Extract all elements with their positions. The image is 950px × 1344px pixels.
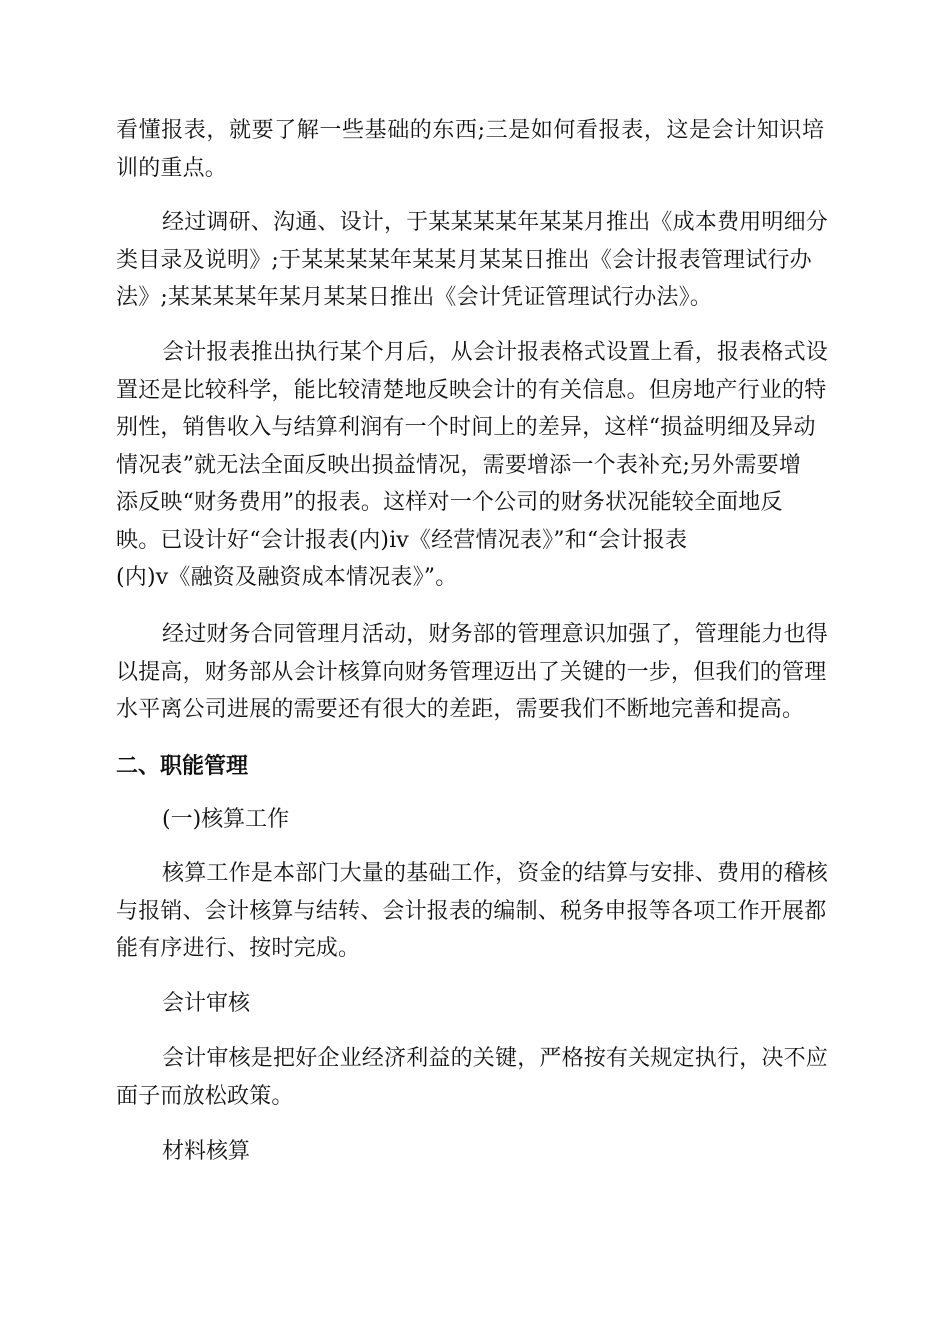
paragraph-accounting-audit <box>116 1040 832 1115</box>
subheading-accounting-work: (一)核算工作 <box>162 807 290 832</box>
text-line: 能有序进行、按时完成。 <box>116 936 361 961</box>
section-heading-functional-management: 二、职能管理 <box>116 754 249 779</box>
text-line: 训的重点。 <box>116 155 228 181</box>
text-line: 面子而放松政策。 <box>116 1083 294 1109</box>
text-line: 映。已设计好“会计报表(内)ⅳ《经营情况表》”和“会计报表 <box>116 527 688 553</box>
text-line: 会计审核是把好企业经济利益的关键，严格按有关规定执行，决不应 <box>162 1046 829 1071</box>
text-line: 看懂报表，就要了解一些基础的东西;三是如何看报表，这是会计知识培 <box>116 118 825 143</box>
text-line: 与报销、会计核算与结转、会计报表的编制、税务申报等各项工作开展都 <box>116 898 827 924</box>
text-line: 经过调研、沟通、设计，于某某某某年某某月推出《成本费用明细分 <box>162 210 829 235</box>
text-line: 以提高，财务部从会计核算向财务管理迈出了关键的一步，但我们的管理 <box>116 659 827 685</box>
paragraph-report-basics <box>116 112 832 187</box>
text-line: 水平离公司进展的需要还有很大的差距，需要我们不断地完善和提高。 <box>116 697 805 722</box>
text-line: 别性，销售收入与结算利润有一个时间上的差异，这样“损益明细及异动 <box>116 415 816 440</box>
text-line: 添反映“财务费用”的报表。这样对一个公司的财务状况能较全面地反 <box>116 490 783 515</box>
text-line: 置还是比较科学，能比较清楚地反映会计的有关信息。但房地产行业的特 <box>116 377 827 403</box>
paragraph-contract-management <box>116 616 832 729</box>
paragraph-report-format <box>116 334 832 597</box>
text-line: 类目录及说明》;于某某某某年某某月某某日推出《会计报表管理试行办 <box>116 247 812 273</box>
subheading-material-accounting: 材料核算 <box>162 1139 251 1164</box>
paragraph-research-design <box>116 204 832 317</box>
text-line: 法》;某某某某年某月某某日推出《会计凭证管理试行办法》。 <box>116 285 713 310</box>
text-line: 核算工作是本部门大量的基础工作，资金的结算与安排、费用的稽核 <box>162 861 829 886</box>
text-line: 情况表”就无法全面反映出损益情况，需要增添一个表补充;另外需要增 <box>116 452 802 478</box>
paragraph-accounting-work <box>116 855 832 968</box>
text-line: 经过财务合同管理月活动，财务部的管理意识加强了，管理能力也得 <box>162 622 829 647</box>
subheading-accounting-audit: 会计审核 <box>162 991 251 1016</box>
text-line: (内)ⅴ《融资及融资成本情况表》”。 <box>116 565 458 590</box>
text-line: 会计报表推出执行某个月后，从会计报表格式设置上看，报表格式设 <box>162 340 829 365</box>
